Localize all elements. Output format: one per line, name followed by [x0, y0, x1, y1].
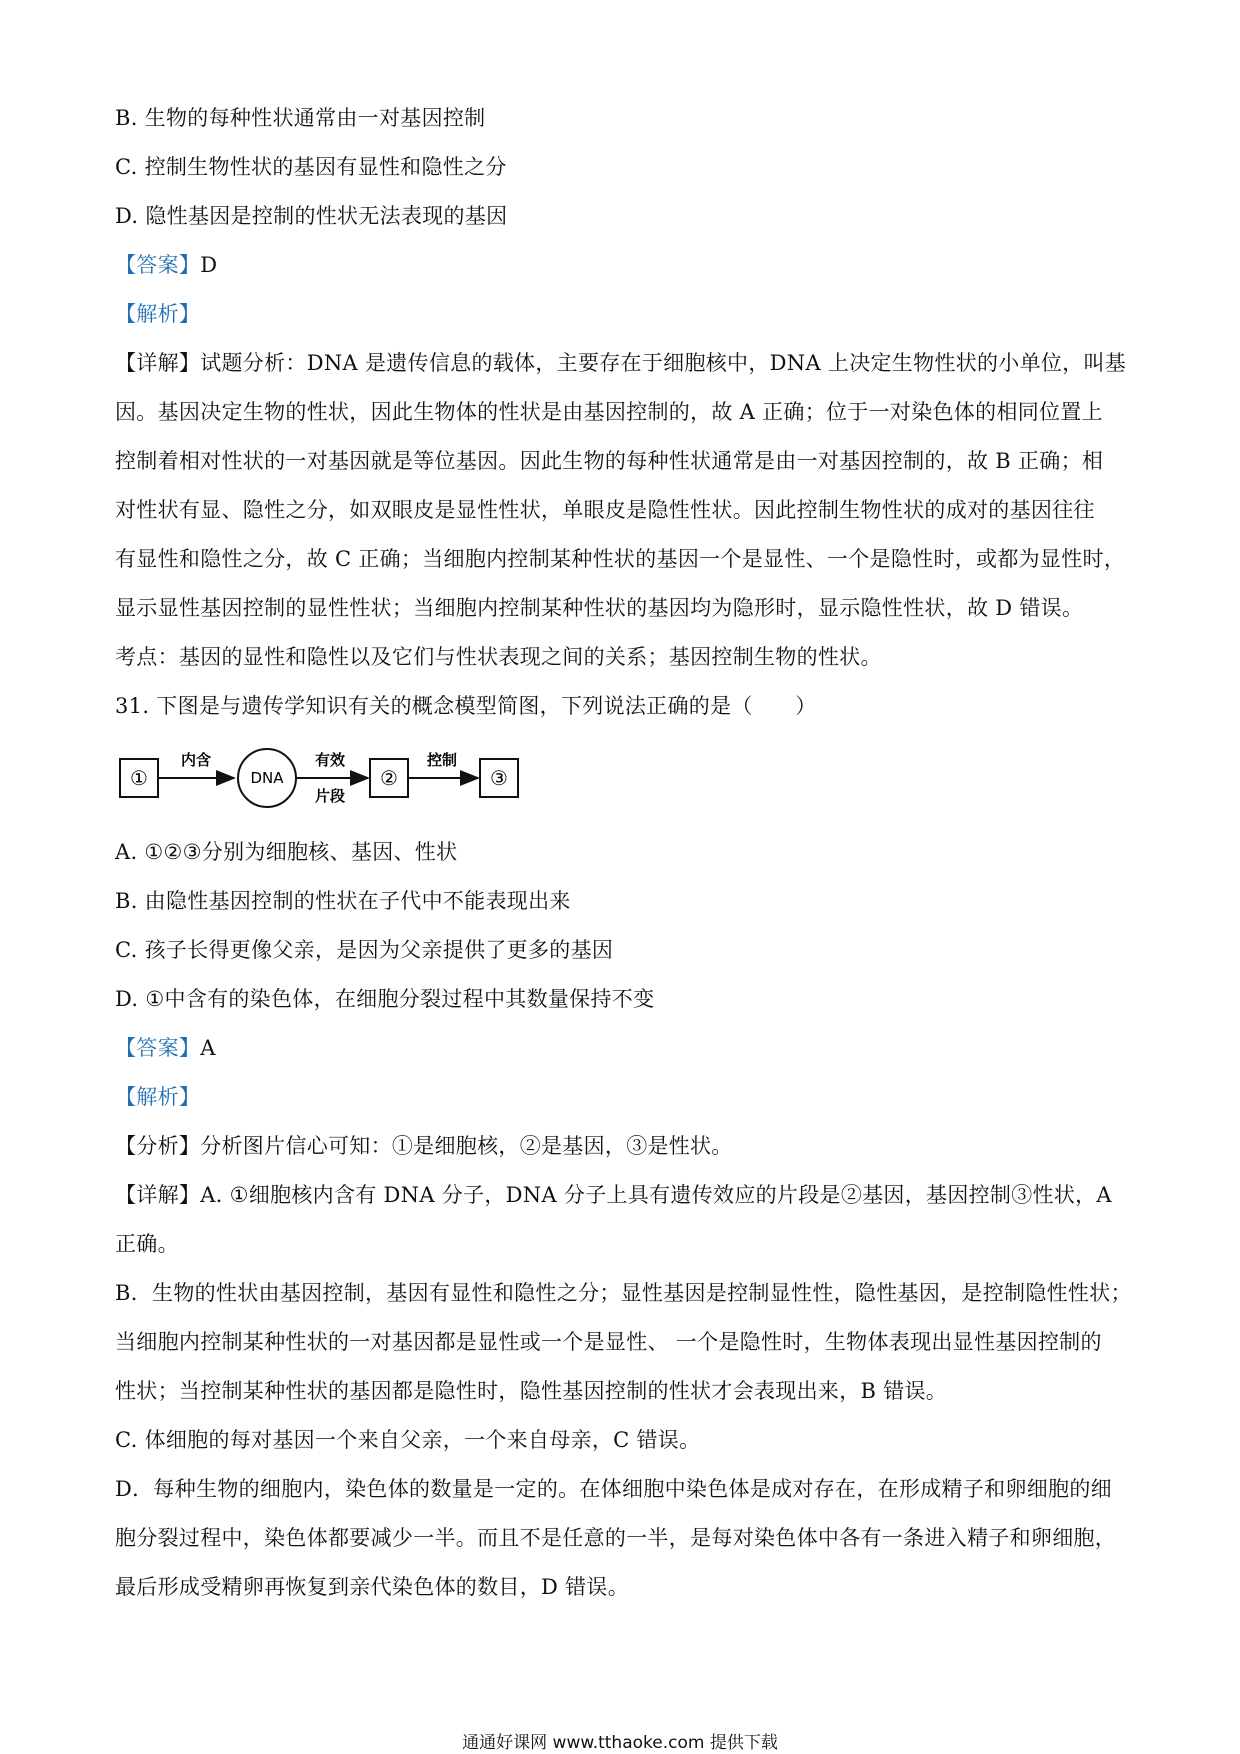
q30-detail-line: 【详解】试题分析：DNA 是遗传信息的载体，主要存在于细胞核中，DNA 上决定生物性状的小单位，叫基 [115, 351, 1127, 375]
node-1-box [120, 759, 158, 797]
arrow-3-label: 控制 [426, 751, 458, 769]
q30-detail-line: 对性状有显、隐性之分，如双眼皮是显性性状，单眼皮是隐性性状。因此控制生物性状的成对的基因往往 [115, 498, 1095, 522]
node-1-label: ① [130, 766, 148, 790]
q31-detail-line: 最后形成受精卵再恢复到亲代染色体的数目，D 错误。 [115, 1575, 630, 1599]
q31-detail-line: C. 体细胞的每对基因一个来自父亲，一个来自母亲，C 错误。 [115, 1428, 701, 1452]
answer-tag: 【答案】 [115, 1036, 201, 1060]
q30-kaodian: 考点：基因的显性和隐性以及它们与性状表现之间的关系；基因控制生物的性状。 [115, 645, 882, 669]
q31-option-c: C. 孩子长得更像父亲，是因为父亲提供了更多的基因 [115, 938, 614, 962]
q30-option-d: D. 隐性基因是控制的性状无法表现的基因 [115, 204, 508, 228]
q30-answer [115, 250, 1135, 280]
q30-detail-line: 因。基因决定生物的性状，因此生物体的性状是由基因控制的，故 A 正确；位于一对染色体的相同位置上 [115, 400, 1103, 424]
q31-option-b: B. 由隐性基因控制的性状在子代中不能表现出来 [115, 889, 571, 913]
q31-analysis-tag: 【解析】 [115, 1085, 201, 1109]
q31-detail-line: 胞分裂过程中，染色体都要减少一半。而且不是任意的一半，是每对染色体中各有一条进入精子和卵细胞， [115, 1526, 1117, 1550]
q30-detail-line: 显示显性基因控制的显性性状；当细胞内控制某种性状的基因均为隐形时，显示隐性性状，故 D 错误。 [115, 596, 1084, 620]
answer-tag: 【答案】 [115, 253, 201, 277]
node-3-box [480, 759, 518, 797]
dna-node-label: DNA [250, 769, 284, 787]
q31-detail-line: B．生物的性状由基因控制，基因有显性和隐性之分；显性基因是控制显性性，隐性基因，是控制隐性性状； [115, 1281, 1132, 1305]
arrow-2-label-top: 有效 [314, 751, 346, 769]
node-3-label: ③ [490, 766, 508, 790]
q30-detail-line: 有显性和隐性之分，故 C 正确；当细胞内控制某种性状的基因一个是显性、一个是隐性时，或都为显性时， [115, 547, 1126, 571]
q30-analysis-tag: 【解析】 [115, 302, 201, 326]
q31-detail-line: 正确。 [115, 1232, 179, 1256]
page-footer: 通通好课网 www.tthaoke.com 提供下载 [462, 1733, 778, 1753]
q31-detail-line: 【详解】A. ①细胞核内含有 DNA 分子，DNA 分子上具有遗传效应的片段是②基因，基因控制③性状，A [115, 1183, 1112, 1207]
q31-option-a: A. ①②③分别为细胞核、基因、性状 [115, 840, 458, 864]
arrow-2-label-bottom: 片段 [314, 787, 346, 805]
q30-option-c: C. 控制生物性状的基因有显性和隐性之分 [115, 155, 507, 179]
q31-stem: 31. 下图是与遗传学知识有关的概念模型简图，下列说法正确的是（ ） [115, 694, 817, 718]
q30-detail-line: 控制着相对性状的一对基因就是等位基因。因此生物的每种性状通常是由一对基因控制的，故 B 正确；相 [115, 449, 1104, 473]
answer-value: A [200, 1036, 216, 1060]
node-2-label: ② [380, 766, 398, 790]
concept-model-diagram [118, 743, 538, 809]
q31-option-d: D. ①中含有的染色体，在细胞分裂过程中其数量保持不变 [115, 987, 655, 1011]
q31-detail-line: 当细胞内控制某种性状的一对基因都是显性或一个是显性、 一个是隐性时，生物体表现出显性基因控制的 [115, 1330, 1102, 1354]
arrow-1-label: 内含 [180, 751, 212, 769]
answer-value: D [200, 253, 218, 277]
q31-detail-line: D．每种生物的细胞内，染色体的数量是一定的。在体细胞中染色体是成对存在，在形成精子和卵细胞的细 [115, 1477, 1112, 1501]
node-2-box [370, 759, 408, 797]
q31-answer [115, 1033, 1135, 1063]
q31-detail-line: 性状；当控制某种性状的基因都是隐性时，隐性基因控制的性状才会表现出来，B 错误。 [115, 1379, 948, 1403]
q31-analysis-line: 【分析】分析图片信心可知：①是细胞核，②是基因，③是性状。 [115, 1134, 733, 1158]
q30-option-b: B. 生物的每种性状通常由一对基因控制 [115, 106, 486, 130]
dna-node [238, 749, 296, 807]
